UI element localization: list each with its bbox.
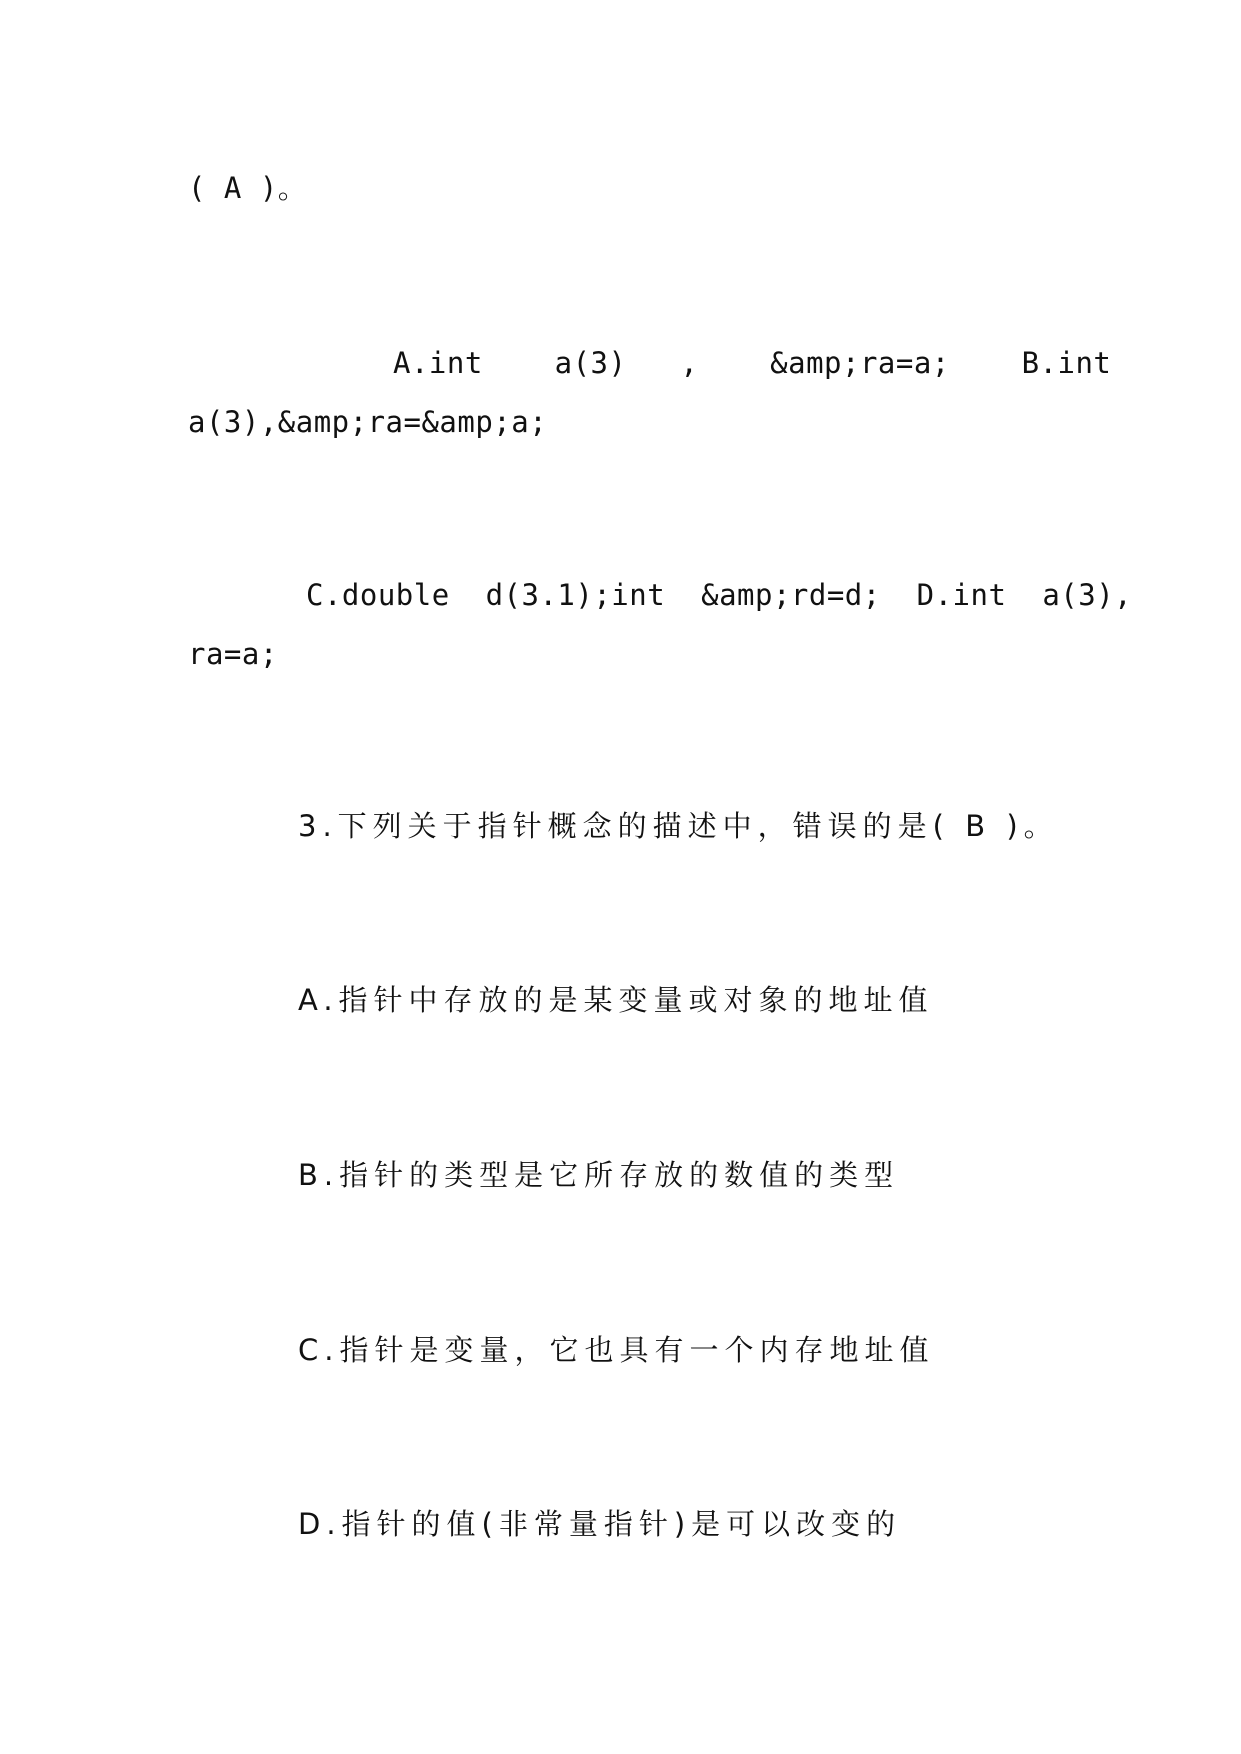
question-3-option-c: C.指针是变量，它也具有一个内存地址值 (298, 1333, 935, 1367)
option-line-ab-cont: a(3),&amp;ra=&amp;a; (188, 405, 548, 439)
option-line-ab: A.int a(3) , &amp;ra=a; B.int (393, 346, 1112, 380)
question-3-option-d: D.指针的值(非常量指针)是可以改变的 (298, 1507, 902, 1541)
answer-line-a: ( A )。 (188, 171, 308, 205)
question-3-option-b: B.指针的类型是它所存放的数值的类型 (298, 1158, 900, 1192)
question-3: 3.下列关于指针概念的描述中，错误的是( B )。 (298, 809, 1059, 843)
option-line-cd-cont: ra=a; (188, 637, 278, 671)
option-line-cd: C.double d(3.1);int &amp;rd=d; D.int a(3), (306, 578, 1133, 612)
question-3-option-a: A.指针中存放的是某变量或对象的地址值 (298, 983, 934, 1017)
